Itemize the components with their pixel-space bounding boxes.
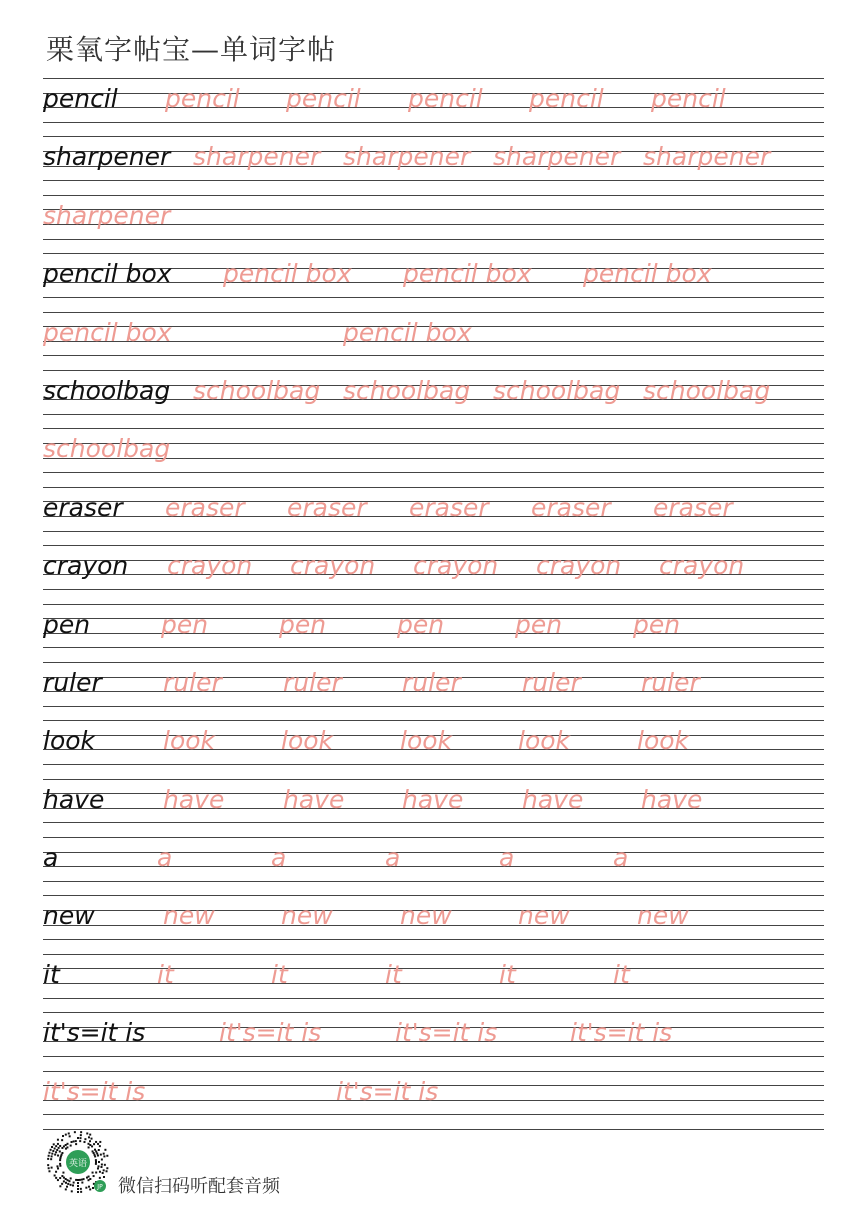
trace-word: ruler [641, 667, 700, 697]
trace-word: pencil box [223, 259, 352, 289]
rule-line [43, 837, 824, 838]
trace-word: pen [279, 609, 327, 639]
model-word: it's=it is [43, 1018, 146, 1048]
rule-line [43, 370, 824, 371]
trace-word: ruler [402, 667, 461, 697]
rule-line [43, 939, 824, 940]
trace-word: it's=it is [219, 1018, 322, 1048]
qr-code-icon[interactable] [42, 1128, 110, 1196]
trace-word: pencil [529, 84, 604, 113]
trace-word: schoolbag [43, 434, 171, 464]
rule-line [43, 604, 824, 605]
trace-word: eraser [165, 492, 245, 522]
writing-row [43, 312, 824, 370]
trace-word: pen [397, 609, 445, 639]
model-word: ruler [43, 667, 102, 697]
rule-line [43, 1114, 824, 1115]
model-word: pencil [43, 84, 118, 113]
rule-line [43, 428, 824, 429]
writing-row [43, 545, 824, 603]
rule-line [43, 822, 824, 823]
rule-line [43, 1071, 824, 1072]
rule-line [43, 545, 824, 546]
model-word: a [43, 843, 59, 873]
handwriting-sheet [43, 78, 824, 1130]
writing-row [43, 370, 824, 428]
trace-word: a [499, 843, 515, 873]
rule-line [43, 720, 824, 721]
rule-line [43, 998, 824, 999]
model-word: have [43, 784, 105, 814]
rule-line [43, 954, 824, 955]
trace-word: eraser [409, 492, 489, 522]
trace-word: a [271, 843, 287, 873]
trace-word: new [400, 901, 452, 931]
trace-word: have [283, 784, 345, 814]
rule-line [43, 355, 824, 356]
page-title: 栗氧字帖宝—单词字帖 [46, 33, 337, 66]
writing-row [43, 604, 824, 662]
rule-line [43, 136, 824, 137]
rule-line [43, 253, 824, 254]
writing-row [43, 78, 824, 136]
footer [40, 1128, 360, 1198]
rule-line [43, 662, 824, 663]
trace-word: look [518, 726, 571, 756]
rule-line [43, 895, 824, 896]
rule-line [43, 195, 824, 196]
model-word: look [43, 726, 96, 756]
rule-line [43, 297, 824, 298]
trace-word: crayon [290, 551, 376, 581]
trace-word: new [637, 901, 689, 931]
trace-word: it's=it is [336, 1076, 439, 1106]
model-word: it [43, 959, 60, 989]
trace-word: it [613, 959, 630, 989]
rule-line [43, 122, 824, 123]
rule-line [43, 472, 824, 473]
writing-row [43, 253, 824, 311]
trace-word: it's=it is [570, 1018, 673, 1048]
model-word: sharpener [43, 142, 171, 172]
writing-row [43, 837, 824, 895]
trace-word: it [385, 959, 402, 989]
trace-word: schoolbag [643, 375, 771, 405]
rule-line [43, 1012, 824, 1013]
trace-word: it's=it is [43, 1076, 146, 1106]
trace-word: look [281, 726, 334, 756]
rule-line [43, 589, 824, 590]
trace-word: pencil box [343, 317, 472, 347]
trace-word: pencil [286, 84, 361, 113]
model-word: eraser [43, 492, 123, 522]
trace-word: crayon [413, 551, 499, 581]
trace-word: schoolbag [193, 375, 321, 405]
writing-row [43, 779, 824, 837]
trace-word: it [157, 959, 174, 989]
writing-row [43, 720, 824, 778]
writing-row [43, 487, 824, 545]
trace-word: ruler [163, 667, 222, 697]
trace-word: new [281, 901, 333, 931]
trace-word: new [163, 901, 215, 931]
trace-word: look [400, 726, 453, 756]
trace-word: new [518, 901, 570, 931]
trace-word: pen [633, 609, 681, 639]
rule-line [43, 531, 824, 532]
model-word: pen [43, 609, 91, 639]
qr-corner-label: JP [97, 1183, 103, 1191]
trace-word: pencil box [403, 259, 532, 289]
trace-word: ruler [283, 667, 342, 697]
rule-line [43, 312, 824, 313]
trace-word: schoolbag [493, 375, 621, 405]
rule-line [43, 1056, 824, 1057]
trace-word: pencil [165, 84, 240, 113]
writing-row [43, 1012, 824, 1070]
trace-word: look [163, 726, 216, 756]
trace-word: it's=it is [395, 1018, 498, 1048]
trace-word: pen [161, 609, 209, 639]
trace-word: sharpener [643, 142, 771, 172]
rule-line [43, 881, 824, 882]
rule-line [43, 647, 824, 648]
trace-word: pen [515, 609, 563, 639]
trace-word: it [271, 959, 288, 989]
writing-row [43, 954, 824, 1012]
trace-word: have [641, 784, 703, 814]
trace-word: sharpener [493, 142, 621, 172]
model-word: schoolbag [43, 375, 171, 405]
trace-word: eraser [287, 492, 367, 522]
model-word: new [43, 901, 95, 931]
rule-line [43, 706, 824, 707]
trace-word: have [163, 784, 225, 814]
trace-word: crayon [167, 551, 253, 581]
writing-row [43, 895, 824, 953]
rule-line [43, 414, 824, 415]
trace-word: pencil [651, 84, 726, 113]
trace-word: eraser [531, 492, 611, 522]
trace-word: sharpener [43, 200, 171, 230]
trace-word: schoolbag [343, 375, 471, 405]
writing-row [43, 195, 824, 253]
trace-word: ruler [522, 667, 581, 697]
model-word: pencil box [43, 259, 172, 289]
writing-row [43, 136, 824, 194]
writing-row [43, 1071, 824, 1129]
rule-line [43, 779, 824, 780]
trace-word: look [637, 726, 690, 756]
trace-word: it [499, 959, 516, 989]
rule-line [43, 239, 824, 240]
trace-word: pencil box [583, 259, 712, 289]
trace-word: crayon [659, 551, 745, 581]
model-word: crayon [43, 551, 129, 581]
rule-line [43, 487, 824, 488]
trace-word: have [402, 784, 464, 814]
trace-word: a [157, 843, 173, 873]
trace-word: sharpener [193, 142, 321, 172]
trace-word: sharpener [343, 142, 471, 172]
trace-word: a [385, 843, 401, 873]
writing-row [43, 428, 824, 486]
trace-word: pencil box [43, 317, 172, 347]
audio-caption: 微信扫码听配套音频 [118, 1176, 280, 1197]
trace-word: eraser [653, 492, 733, 522]
rule-line [43, 764, 824, 765]
trace-word: pencil [408, 84, 483, 113]
trace-word: a [613, 843, 629, 873]
trace-word: have [522, 784, 584, 814]
rule-line [43, 180, 824, 181]
rule-line [43, 78, 824, 79]
trace-word: crayon [536, 551, 622, 581]
writing-row [43, 662, 824, 720]
qr-badge-label: 英语 [68, 1159, 88, 1169]
